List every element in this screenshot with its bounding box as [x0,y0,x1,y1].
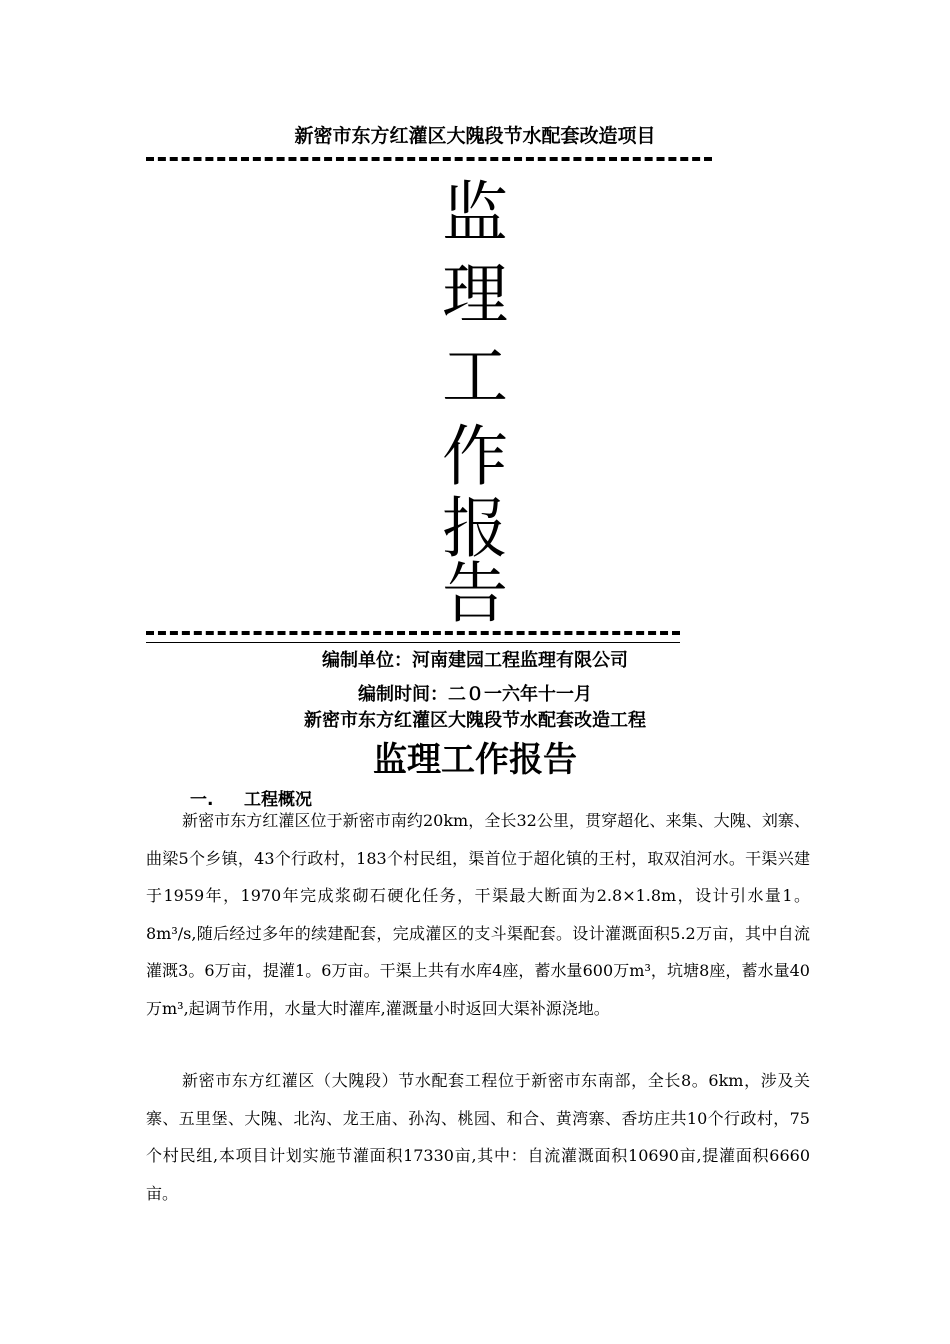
vertical-title-char: 作 [442,418,508,495]
bottom-dashed-rule [146,631,680,635]
body-paragraph: 新密市东方红灌区位于新密市南约20km，全长32公里，贯穿超化、来集、大隗、刘寨、曲梁5个乡镇，43个行政村，183个村民组，渠首位于超化镇的王村，取双洎河水。干渠兴建于1959年，1970年完成浆砌石硬化任务，干渠最大断面为2.8×1.8m，设计引水量1。8m³/s,随后经过多年的续建配套，完成灌区的支斗渠配套。设计灌溉面积5.2万亩，其中自流灌溉3。6万亩，提灌1。6万亩。干渠上共有水库4座，蓄水量600万m³，坑塘8座，蓄水量40万m³,起调节作用，水量大时灌库,灌溉量小时返回大渠补源浇地。 [146,811,810,1018]
section-number: 一. [190,790,214,810]
cover-date: 编制时间：二０一六年十一月 [358,684,592,705]
vertical-title-char: 理 [442,256,508,333]
vertical-title-char: 监 [442,174,508,251]
report-project-name: 新密市东方红灌区大隗段节水配套改造工程 [304,710,646,731]
section-title: 工程概况 [244,790,312,810]
cover-project-title: 新密市东方红灌区大隗段节水配套改造项目 [294,125,656,147]
vertical-title-char: 报 [442,490,508,567]
bottom-thin-rule [146,642,680,643]
cover-compiler: 编制单位：河南建园工程监理有限公司 [322,650,628,671]
report-title: 监理工作报告 [373,740,577,780]
top-dashed-rule [146,157,712,161]
vertical-title-char: 工 [442,338,508,415]
body-paragraph: 新密市东方红灌区（大隗段）节水配套工程位于新密市东南部，全长8。6km，涉及关寨、五里堡、大隗、北沟、龙王庙、孙沟、桃园、和合、黄湾寨、香坊庄共10个行政村，75个村民组,本项目计划实施节灌面积17330亩,其中：自流灌溉面积10690亩,提灌面积6660亩。 [146,1071,810,1203]
vertical-title-char: 告 [442,555,508,632]
